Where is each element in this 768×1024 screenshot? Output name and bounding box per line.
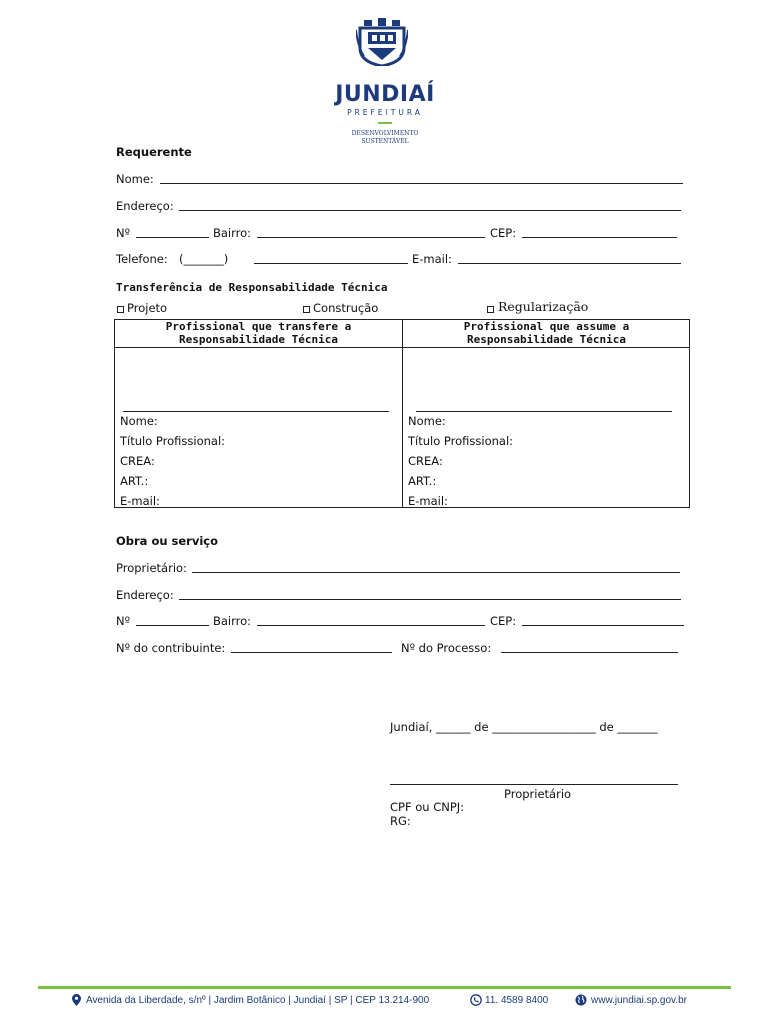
requerente-numero-field[interactable] [136,237,209,238]
requerente-bairro-label: Bairro: [213,226,252,240]
right-crea-label: CREA: [408,454,443,468]
footer-website[interactable]: www.jundiai.sp.gov.br [591,995,687,1006]
rg-label: RG: [390,814,411,828]
obra-heading: Obra ou serviço [116,534,219,548]
requerente-nome-field[interactable] [160,183,683,184]
requerente-heading: Requerente [116,145,192,159]
left-nome-label: Nome: [120,414,158,428]
footer-green-bar [38,986,731,989]
logo-accent-bar [378,122,392,124]
logo-subtitle-line2: SUSTENTÁVEL [361,138,409,145]
right-header-line2: Responsabilidade Técnica [467,333,626,346]
jundiai-logo [330,18,440,145]
table-column-divider [402,320,403,507]
requerente-endereco-label: Endereço: [116,199,174,213]
obra-processo-field[interactable] [501,652,678,653]
left-signature-line[interactable] [123,411,389,412]
obra-numero-label: Nº [116,614,131,628]
left-art-label: ART.: [120,474,149,488]
obra-bairro-field[interactable] [257,625,485,626]
left-crea-label: CREA: [120,454,155,468]
obra-proprietario-field[interactable] [192,572,680,573]
left-email-label: E-mail: [120,494,160,508]
proprietario-signature-line[interactable] [390,784,678,785]
requerente-email-field[interactable] [458,263,681,264]
globe-icon [575,994,587,1006]
logo-subtitle-line1: DESENVOLVIMENTO [351,130,419,137]
obra-contribuinte-field[interactable] [231,652,392,653]
logo-city-name: JUNDIAÍ [335,82,435,107]
right-column-header [403,320,690,346]
obra-bairro-label: Bairro: [213,614,252,628]
responsabilidade-table [114,319,690,508]
left-header-line1: Profissional que transfere a [165,320,352,333]
construcao-option-label: Construção [313,301,379,315]
left-column-header [115,320,402,346]
requerente-telefone-label: Telefone: [116,252,168,266]
regularizacao-checkbox[interactable] [487,306,494,313]
projeto-checkbox[interactable] [117,306,124,313]
right-nome-label: Nome: [408,414,446,428]
obra-contribuinte-label: Nº do contribuinte: [116,641,226,655]
location-pin-icon [72,994,81,1006]
logo-prefeitura: PREFEITURA [347,108,423,117]
right-email-label: E-mail: [408,494,448,508]
phone-icon [470,994,482,1006]
obra-endereco-field[interactable] [179,599,681,600]
obra-cep-label: CEP: [490,614,517,628]
obra-cep-field[interactable] [522,625,684,626]
right-titulo-label: Título Profissional: [408,434,514,448]
construcao-checkbox[interactable] [303,306,310,313]
requerente-nome-label: Nome: [116,172,154,186]
obra-proprietario-label: Proprietário: [116,561,187,575]
regularizacao-option-label: Regularização [498,299,589,314]
right-signature-line[interactable] [416,411,672,412]
left-titulo-label: Título Profissional: [120,434,226,448]
requerente-cep-field[interactable] [522,237,677,238]
obra-processo-label: Nº do Processo: [401,641,492,655]
requerente-telefone-ddd[interactable]: (_______) [179,252,229,266]
obra-endereco-label: Endereço: [116,588,174,602]
footer-phone[interactable]: 11. 4589 8400 [485,995,549,1006]
obra-numero-field[interactable] [136,625,209,626]
cpf-cnpj-label: CPF ou CNPJ: [390,800,465,814]
right-art-label: ART.: [408,474,437,488]
requerente-cep-label: CEP: [490,226,517,240]
requerente-numero-label: Nº [116,226,131,240]
requerente-email-label: E-mail: [412,252,452,266]
transferencia-heading: Transferência de Responsabilidade Técnica [116,281,388,294]
requerente-bairro-field[interactable] [257,237,485,238]
projeto-option-label: Projeto [127,301,168,315]
footer-address: Avenida da Liberdade, s/nº | Jardim Botânico | Jundiaí | SP | CEP 13.214-900 [86,995,430,1006]
table-header-divider [115,347,689,348]
requerente-endereco-field[interactable] [179,210,681,211]
proprietario-signature-label: Proprietário [504,787,572,801]
right-header-line1: Profissional que assume a [463,320,630,333]
local-data-line[interactable]: Jundiaí, ______ de __________________ de _______ [390,720,658,734]
left-header-line2: Responsabilidade Técnica [179,333,338,346]
coat-of-arms-icon [356,18,408,66]
requerente-telefone-field[interactable] [254,263,408,264]
